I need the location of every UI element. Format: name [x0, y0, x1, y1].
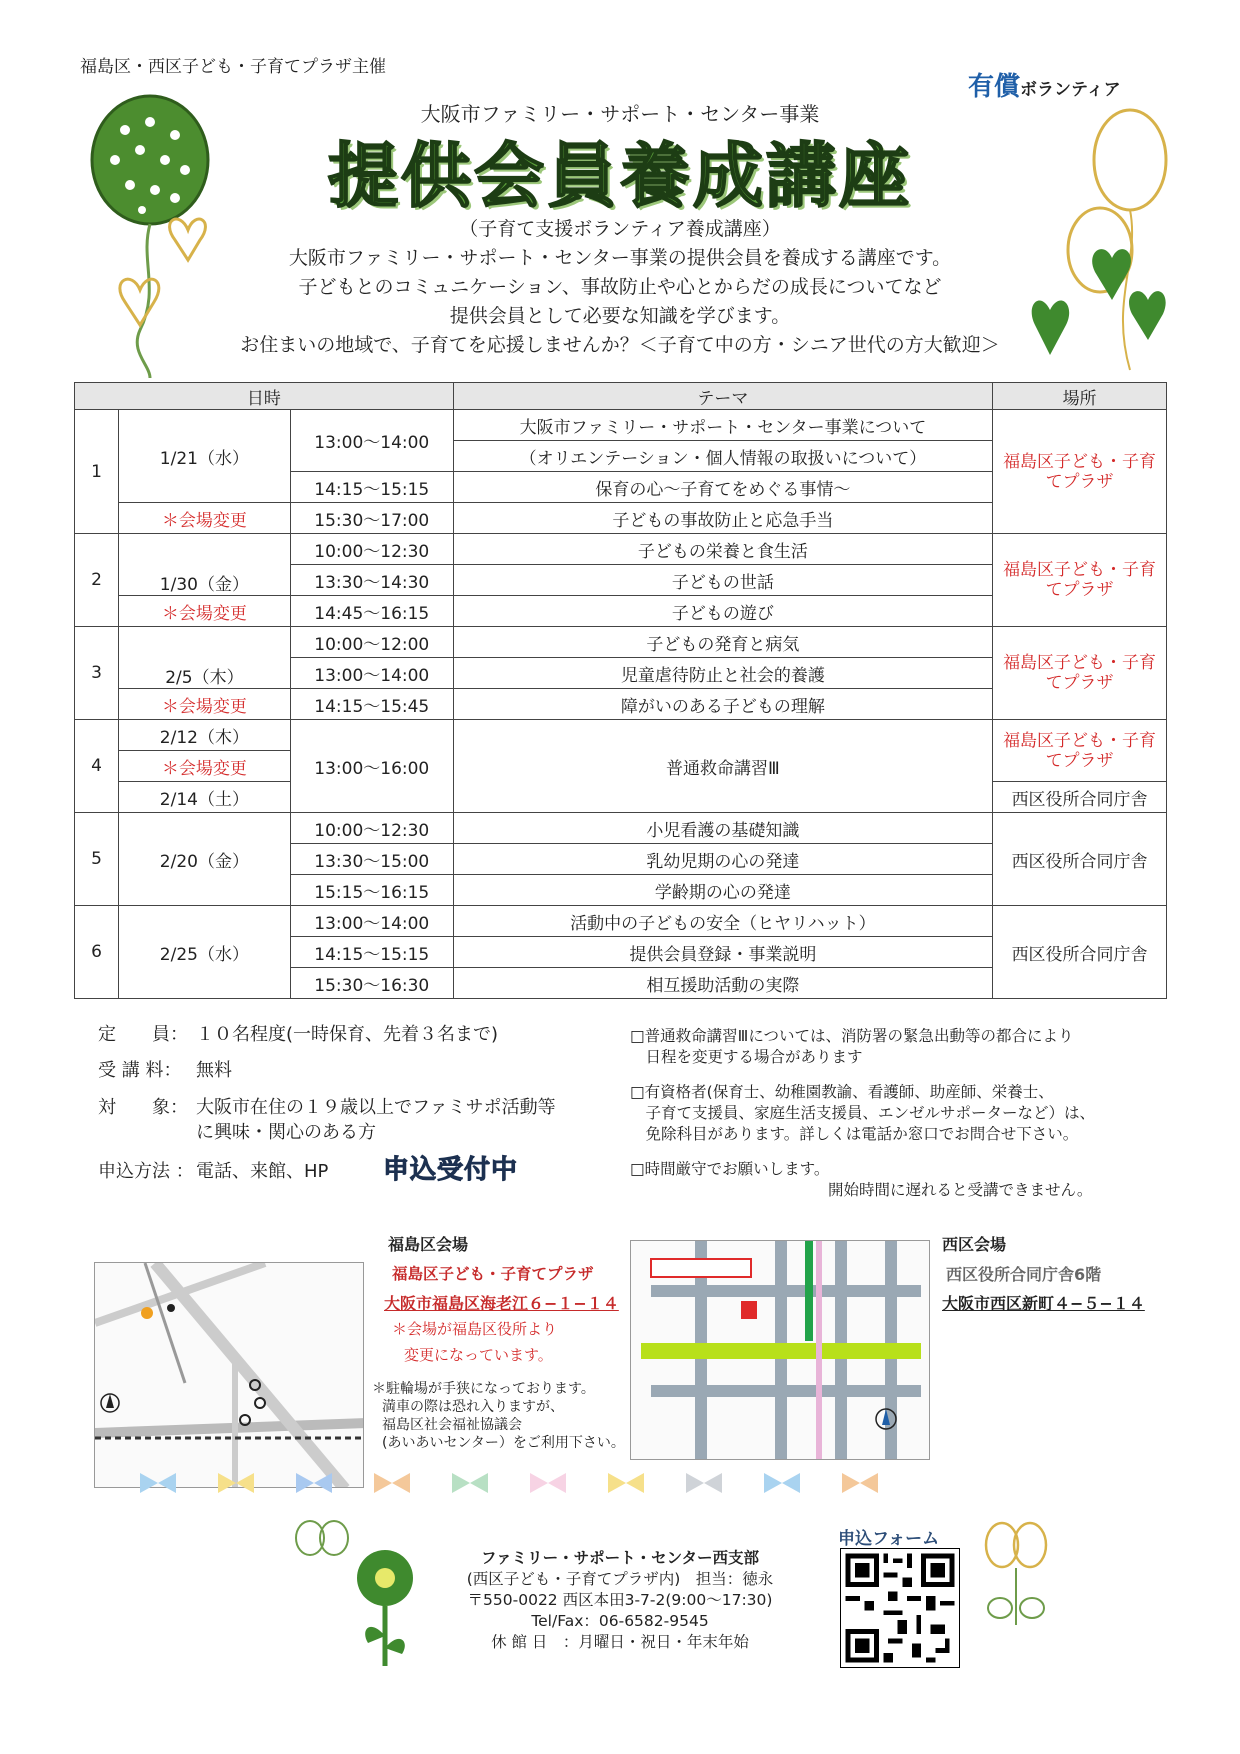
venue-change-note: ＊会場変更 [118, 751, 290, 782]
nishi-address: 大阪市西区新町４−５−１４ [942, 1294, 1145, 1313]
table-row: 13:00～14:00 児童虐待防止と社会的養護 [75, 658, 1167, 689]
schedule-table [74, 382, 1167, 999]
footer-contact: ファミリー・サポート・センター西支部 (西区子ども・子育てプラザ内) 担当：徳永 〒550-0022 西区本田3-7-2(9:00～17:30) Tel/Fax：06-6582-9545 休 館 日 ：月曜日・祝日・年末年始 [466, 1549, 774, 1651]
ribbon-bunting-decoration [140, 1470, 1040, 1496]
capacity-line: 定 員： １０名程度(一時保育、先着３名まで) [98, 1024, 499, 1045]
header-venue: 場所 [993, 383, 1167, 410]
fee-line: 受 講 料： 無料 [98, 1060, 232, 1081]
table-row: 14:15～15:15 保育の心～子育てをめぐる事情～ [75, 472, 1167, 503]
table-row: 14:15～15:15 提供会員登録・事業説明 [75, 937, 1167, 968]
organizer-text: 福島区・西区子ども・子育てプラザ主催 [80, 57, 386, 77]
target-line-2: に興味・関心のある方 [196, 1122, 376, 1143]
table-row: 15:15～16:15 学齢期の心の発達 [75, 875, 1167, 906]
table-row: 1 1/21（水） 13:00～14:00 大阪市ファミリー・サポート・センター事業について 福島区子ども・子育てプラザ [75, 410, 1167, 441]
fukushima-map-drawing [95, 1263, 364, 1488]
application-form-label: 申込フォーム [838, 1529, 940, 1549]
nishi-venue-heading: 西区会場 [942, 1235, 1007, 1254]
intro-text: 大阪市ファミリー・サポート・センター事業の提供会員を養成する講座です。 子どもとのコミュニケーション、事故防止や心とからだの成長についてなど 提供会員として必要な知識を学びます。 お住まいの地域で、子育てを応援しませんか？＜子育て中の方・シニア世代の方大歓迎＞ [240, 247, 1000, 356]
accepting-stamp: 申込受付中 [383, 1155, 519, 1185]
nishi-map-drawing [631, 1241, 930, 1460]
table-header-row [75, 383, 1167, 410]
fukushima-change-note-2: 変更になっています。 [404, 1346, 553, 1364]
table-row: ＊会場変更 15:30～17:00 子どもの事故防止と応急手当 [75, 503, 1167, 534]
table-row: 6 2/25（水） 13:00～14:00 活動中の子どもの安全（ヒヤリハット） 西区役所合同庁舎 [75, 906, 1167, 937]
target-line: 対 象： 大阪市在住の１９歳以上でファミサポ活動等 [98, 1097, 556, 1118]
venue-change-note: ＊会場変更 [118, 689, 290, 720]
table-row: （オリエンテーション・個人情報の取扱いについて） [75, 441, 1167, 472]
venue-change-note: ＊会場変更 [118, 503, 290, 534]
table-row: 2 1/30（金） 10:00～12:30 子どもの栄養と食生活 福島区子ども・子育てプラザ [75, 534, 1167, 565]
parking-note: ＊駐輪場が手狭になっております。 満車の際は恐れ入りますが、 福島区社会福祉協議会 (あいあいセンター）をご利用下さい。 [372, 1381, 625, 1451]
program-subtitle: 大阪市ファミリー・サポート・センター事業 [420, 102, 820, 126]
paren-title: （子育て支援ボランティア養成講座） [459, 218, 781, 240]
fukushima-map [94, 1262, 364, 1488]
notes: □普通救命講習Ⅲについては、消防署の緊急出動等の都合により 日程を変更する場合があります □有資格者(保育士、幼稚園教諭、看護師、助産師、栄養士、 子育て支援員、家庭生活支援員、エンゼルサポーターなど）は、 免除科目があります。詳しくは電話か窓口でお問合せ下さい。 □時間厳守でお願いします。 開始時間に遅れると受講できません。 [630, 1027, 1096, 1199]
fukushima-venue-heading: 福島区会場 [388, 1235, 469, 1254]
qr-code[interactable] [840, 1548, 960, 1668]
table-row: 13:30～15:00 乳幼児期の心の発達 [75, 844, 1167, 875]
table-row: 13:30～14:30 子どもの世話 [75, 565, 1167, 596]
nishi-venue-name: 西区役所合同庁舎6階 [946, 1265, 1102, 1284]
table-row: 5 2/20（金） 10:00～12:30 小児看護の基礎知識 西区役所合同庁舎 [75, 813, 1167, 844]
table-row: ＊会場変更 14:15～15:45 障がいのある子どもの理解 [75, 689, 1167, 720]
table-row: 4 2/12（木） 13:00～16:00 普通救命講習Ⅲ 福島区子ども・子育てプラザ [75, 720, 1167, 751]
table-row: 3 2/5（木） 10:00～12:00 子どもの発育と病気 福島区子ども・子育てプラザ [75, 627, 1167, 658]
venue-change-note: ＊会場変更 [118, 596, 290, 627]
table-row: 15:30～16:30 相互援助活動の実際 [75, 968, 1167, 999]
page-title: 提供会員養成講座 [328, 135, 912, 217]
apply-line: 申込方法 ： 電話、来館、HP [98, 1161, 329, 1182]
nishi-map [630, 1240, 930, 1460]
table-row: ＊会場変更 14:45～16:15 子どもの遊び [75, 596, 1167, 627]
fukushima-change-note-1: ＊会場が福島区役所より [392, 1320, 558, 1338]
fukushima-venue-name: 福島区子ども・子育てプラザ [392, 1265, 594, 1283]
paid-volunteer-label: 有償ボランティア [968, 72, 1121, 102]
table-row: 2/14（土） 西区役所合同庁舎 [75, 782, 1167, 813]
fukushima-address: 大阪市福島区海老江６−１−１４ [384, 1294, 619, 1313]
header-theme: テーマ [453, 383, 992, 410]
header-datetime: 日時 [75, 383, 454, 410]
